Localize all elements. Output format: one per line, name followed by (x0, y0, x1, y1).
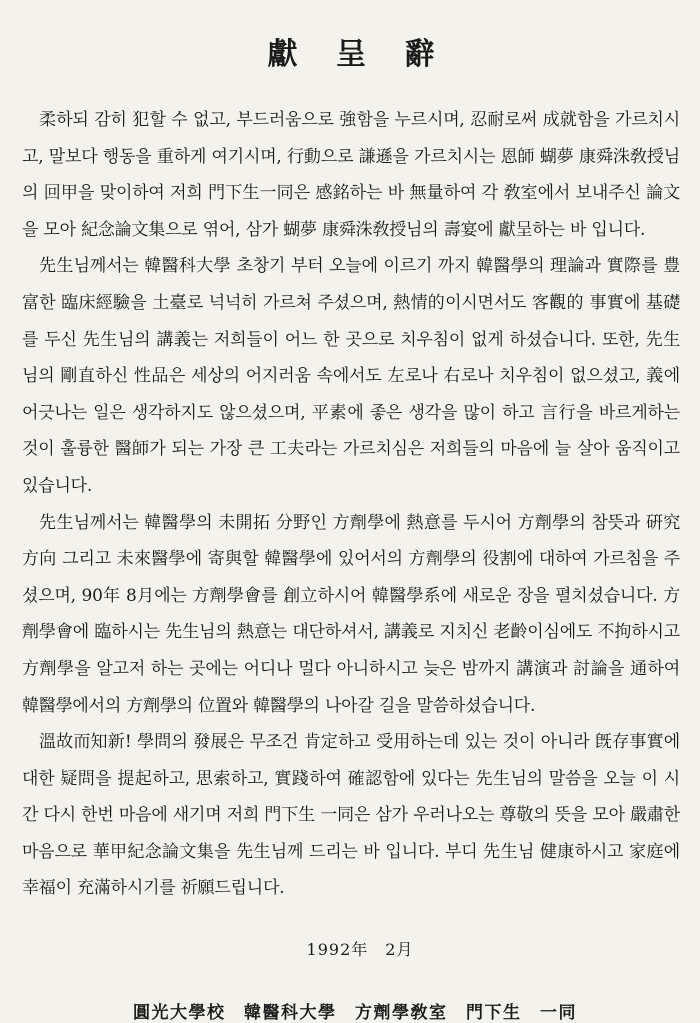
paragraph-3: 先生님께서는 韓醫學의 未開拓 分野인 方劑學에 熱意를 두시어 方劑學의 참뜻과 硏究方向 그리고 未來醫學에 寄與할 韓醫學에 있어서의 方劑學의 役割에 대하여 가르침을 주셨으며, 90年 8月에는 方劑學會를 創立하시어 韓醫學系에 새로운 장을 펼치셨습니다. 方劑學會에 臨하시는 先生님의 熱意는 대단하셔서, 講義로 지치신 老齡이심에도 不拘하시고 方劑學을 알고저 하는 곳에는 어디나 멀다 아니하시고 늦은 밤까지 講演과 討論을 通하여 韓醫學에서의 方劑學의 位置와 韓醫學의 나아갈 길을 말씀하셨습니다. (22, 512, 680, 716)
document-title: 獻 呈 辭 (267, 37, 449, 72)
document-signature: 圓光大學校 韓醫科大學 方劑學敎室 門下生 一同 (133, 1003, 577, 1023)
paragraph-4: 溫故而知新! 學問의 發展은 무조건 肯定하고 受用하는데 있는 것이 아니라 旣存事實에 대한 疑問을 提起하고, 思索하고, 實踐하여 確認함에 있다는 先生님의 말씀을 오늘 이 시간 다시 한번 마음에 새기며 저희 門下生 一同은 삼가 우러나오는 尊敬의 뜻을 모아 嚴肅한 마음으로 華甲紀念論文集을 先生님께 드리는 바 입니다. 부디 先生님 健康하시고 家庭에 幸福이 充滿하시기를 祈願드립니다. (22, 732, 680, 899)
paragraph-1: 柔하되 감히 犯할 수 없고, 부드러움으로 強함을 누르시며, 忍耐로써 成就함을 가르치시고, 말보다 행동을 重하게 여기시며, 行動으로 謙遜을 가르치시는 恩師 蝴夢 康舜洙敎授님의 回甲을 맞이하여 저희 門下生一同은 感銘하는 바 無量하여 각 敎室에서 보내주신 論文을 모아 紀念論文集으로 엮어, 삼가 蝴夢 康舜洙敎授님의 壽宴에 獻呈하는 바 입니다. (22, 110, 680, 240)
document-date: 1992年 2月 (306, 940, 414, 960)
document-body (22, 102, 680, 907)
paragraph-2: 先生님께서는 韓醫科大學 초창기 부터 오늘에 이르기 까지 韓醫學의 理論과 實際를 豊富한 臨床經驗을 土臺로 넉넉히 가르쳐 주셨으며, 熱情的이시면서도 客觀的 事實에 基礎를 두신 先生님의 講義는 저희들이 어느 한 곳으로 치우침이 없게 하셨습니다. 또한, 先生님의 剛直하신 性品은 세상의 어지러움 속에서도 左로나 右로나 치우침이 없으셨고, 義에 어긋나는 일은 생각하지도 않으셨으며, 平素에 좋은 생각을 많이 하고 言行을 바르게하는 것이 훌륭한 醫師가 되는 가장 큰 工夫라는 가르치심은 저희들의 마음에 늘 살아 움직이고 있습니다. (22, 256, 680, 496)
